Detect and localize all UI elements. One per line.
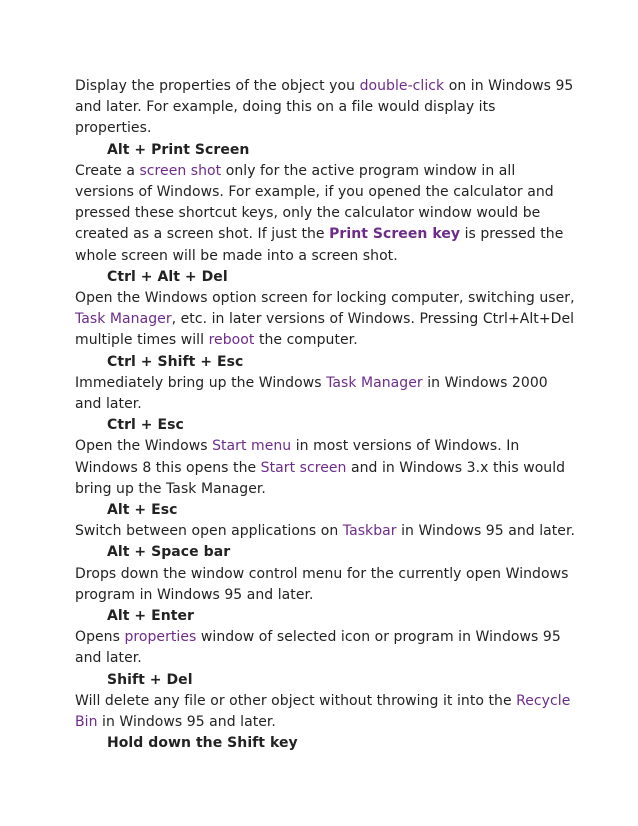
description-text: in most versions of Windows. In Windows 8 this opens the — [75, 438, 520, 476]
shortcut-heading-ctrl-shift-esc: Ctrl + Shift + Esc — [107, 353, 244, 370]
shortcut-heading-ctrl-alt-del: Ctrl + Alt + Del — [107, 268, 228, 285]
shortcut-description — [75, 373, 575, 415]
link-properties[interactable]: properties — [124, 629, 197, 646]
link-taskbar[interactable]: Taskbar — [342, 523, 397, 540]
shortcut-description — [75, 521, 575, 542]
description-text: Create a — [75, 162, 140, 179]
link-recycle-bin[interactable]: Recycle Bin — [75, 692, 571, 731]
description-text: in Windows 2000 and later. — [75, 374, 548, 413]
shortcut-heading-shift-del: Shift + Del — [107, 671, 193, 688]
description-text: , etc. in later versions of Windows. Pressing Ctrl+Alt+Del multiple times will — [75, 311, 575, 349]
shortcut-heading-alt-print-screen: Alt + Print Screen — [107, 141, 250, 158]
description-text: the computer. — [254, 332, 358, 349]
shortcut-description — [75, 76, 575, 140]
shortcut-heading-ctrl-esc: Ctrl + Esc — [107, 417, 184, 434]
description-text: Open the Windows option screen for locking computer, switching user, — [75, 290, 575, 307]
description-text: and in Windows 3.x this would bring up the Task Manager. — [75, 459, 566, 497]
description-text: Drops down the window control menu for the currently open Windows program in Windows 95 and later. — [75, 565, 569, 603]
description-text: window of selected icon or program in Windows 95 and later. — [75, 629, 561, 667]
description-text: Switch between open applications on — [75, 523, 343, 540]
description-text: in Windows 95 and later. — [396, 523, 575, 540]
description-text: is pressed the whole screen will be made into a screen shot. — [75, 226, 564, 264]
shortcut-description — [75, 691, 575, 733]
link-print-screen-key[interactable]: Print Screen key — [329, 226, 461, 243]
link-screen-shot[interactable]: screen shot — [139, 162, 222, 179]
link-reboot[interactable]: reboot — [208, 332, 255, 349]
shortcut-heading-alt-space-bar: Alt + Space bar — [107, 544, 231, 561]
link-start-menu[interactable]: Start menu — [212, 438, 292, 455]
shortcut-heading-alt-esc: Alt + Esc — [107, 502, 178, 519]
shortcut-heading-hold-down-the-shift-key: Hold down the Shift key — [107, 735, 298, 752]
description-text: Will delete any file or other object without throwing it into the — [75, 692, 517, 709]
shortcut-description — [75, 436, 575, 500]
shortcut-description — [75, 627, 575, 669]
shortcut-description — [75, 564, 575, 606]
description-text: Open the Windows — [75, 438, 213, 455]
description-text: in Windows 95 and later. — [97, 714, 276, 731]
shortcut-heading-alt-enter: Alt + Enter — [107, 608, 194, 625]
shortcut-description — [75, 161, 575, 267]
description-text: Display the properties of the object you — [75, 78, 360, 94]
shortcut-description — [75, 288, 575, 352]
link-double-click[interactable]: double-click — [359, 78, 445, 94]
description-text: only for the active program window in all versions of Windows. For example, if you opened the calculator and pressed these shortcut keys, only the calculator window would be created as a screen shot. If just the — [75, 162, 554, 243]
description-text: Immediately bring up the Windows — [75, 374, 327, 391]
shortcut-list — [75, 76, 575, 755]
link-task-manager[interactable]: Task Manager — [326, 374, 423, 391]
link-start-screen[interactable]: Start screen — [260, 459, 347, 476]
document-page — [75, 76, 575, 755]
link-task-manager[interactable]: Task Manager — [75, 311, 172, 328]
description-text: Opens — [75, 629, 125, 646]
description-text: on in Windows 95 and later. For example, doing this on a file would display its properties. — [75, 78, 574, 137]
